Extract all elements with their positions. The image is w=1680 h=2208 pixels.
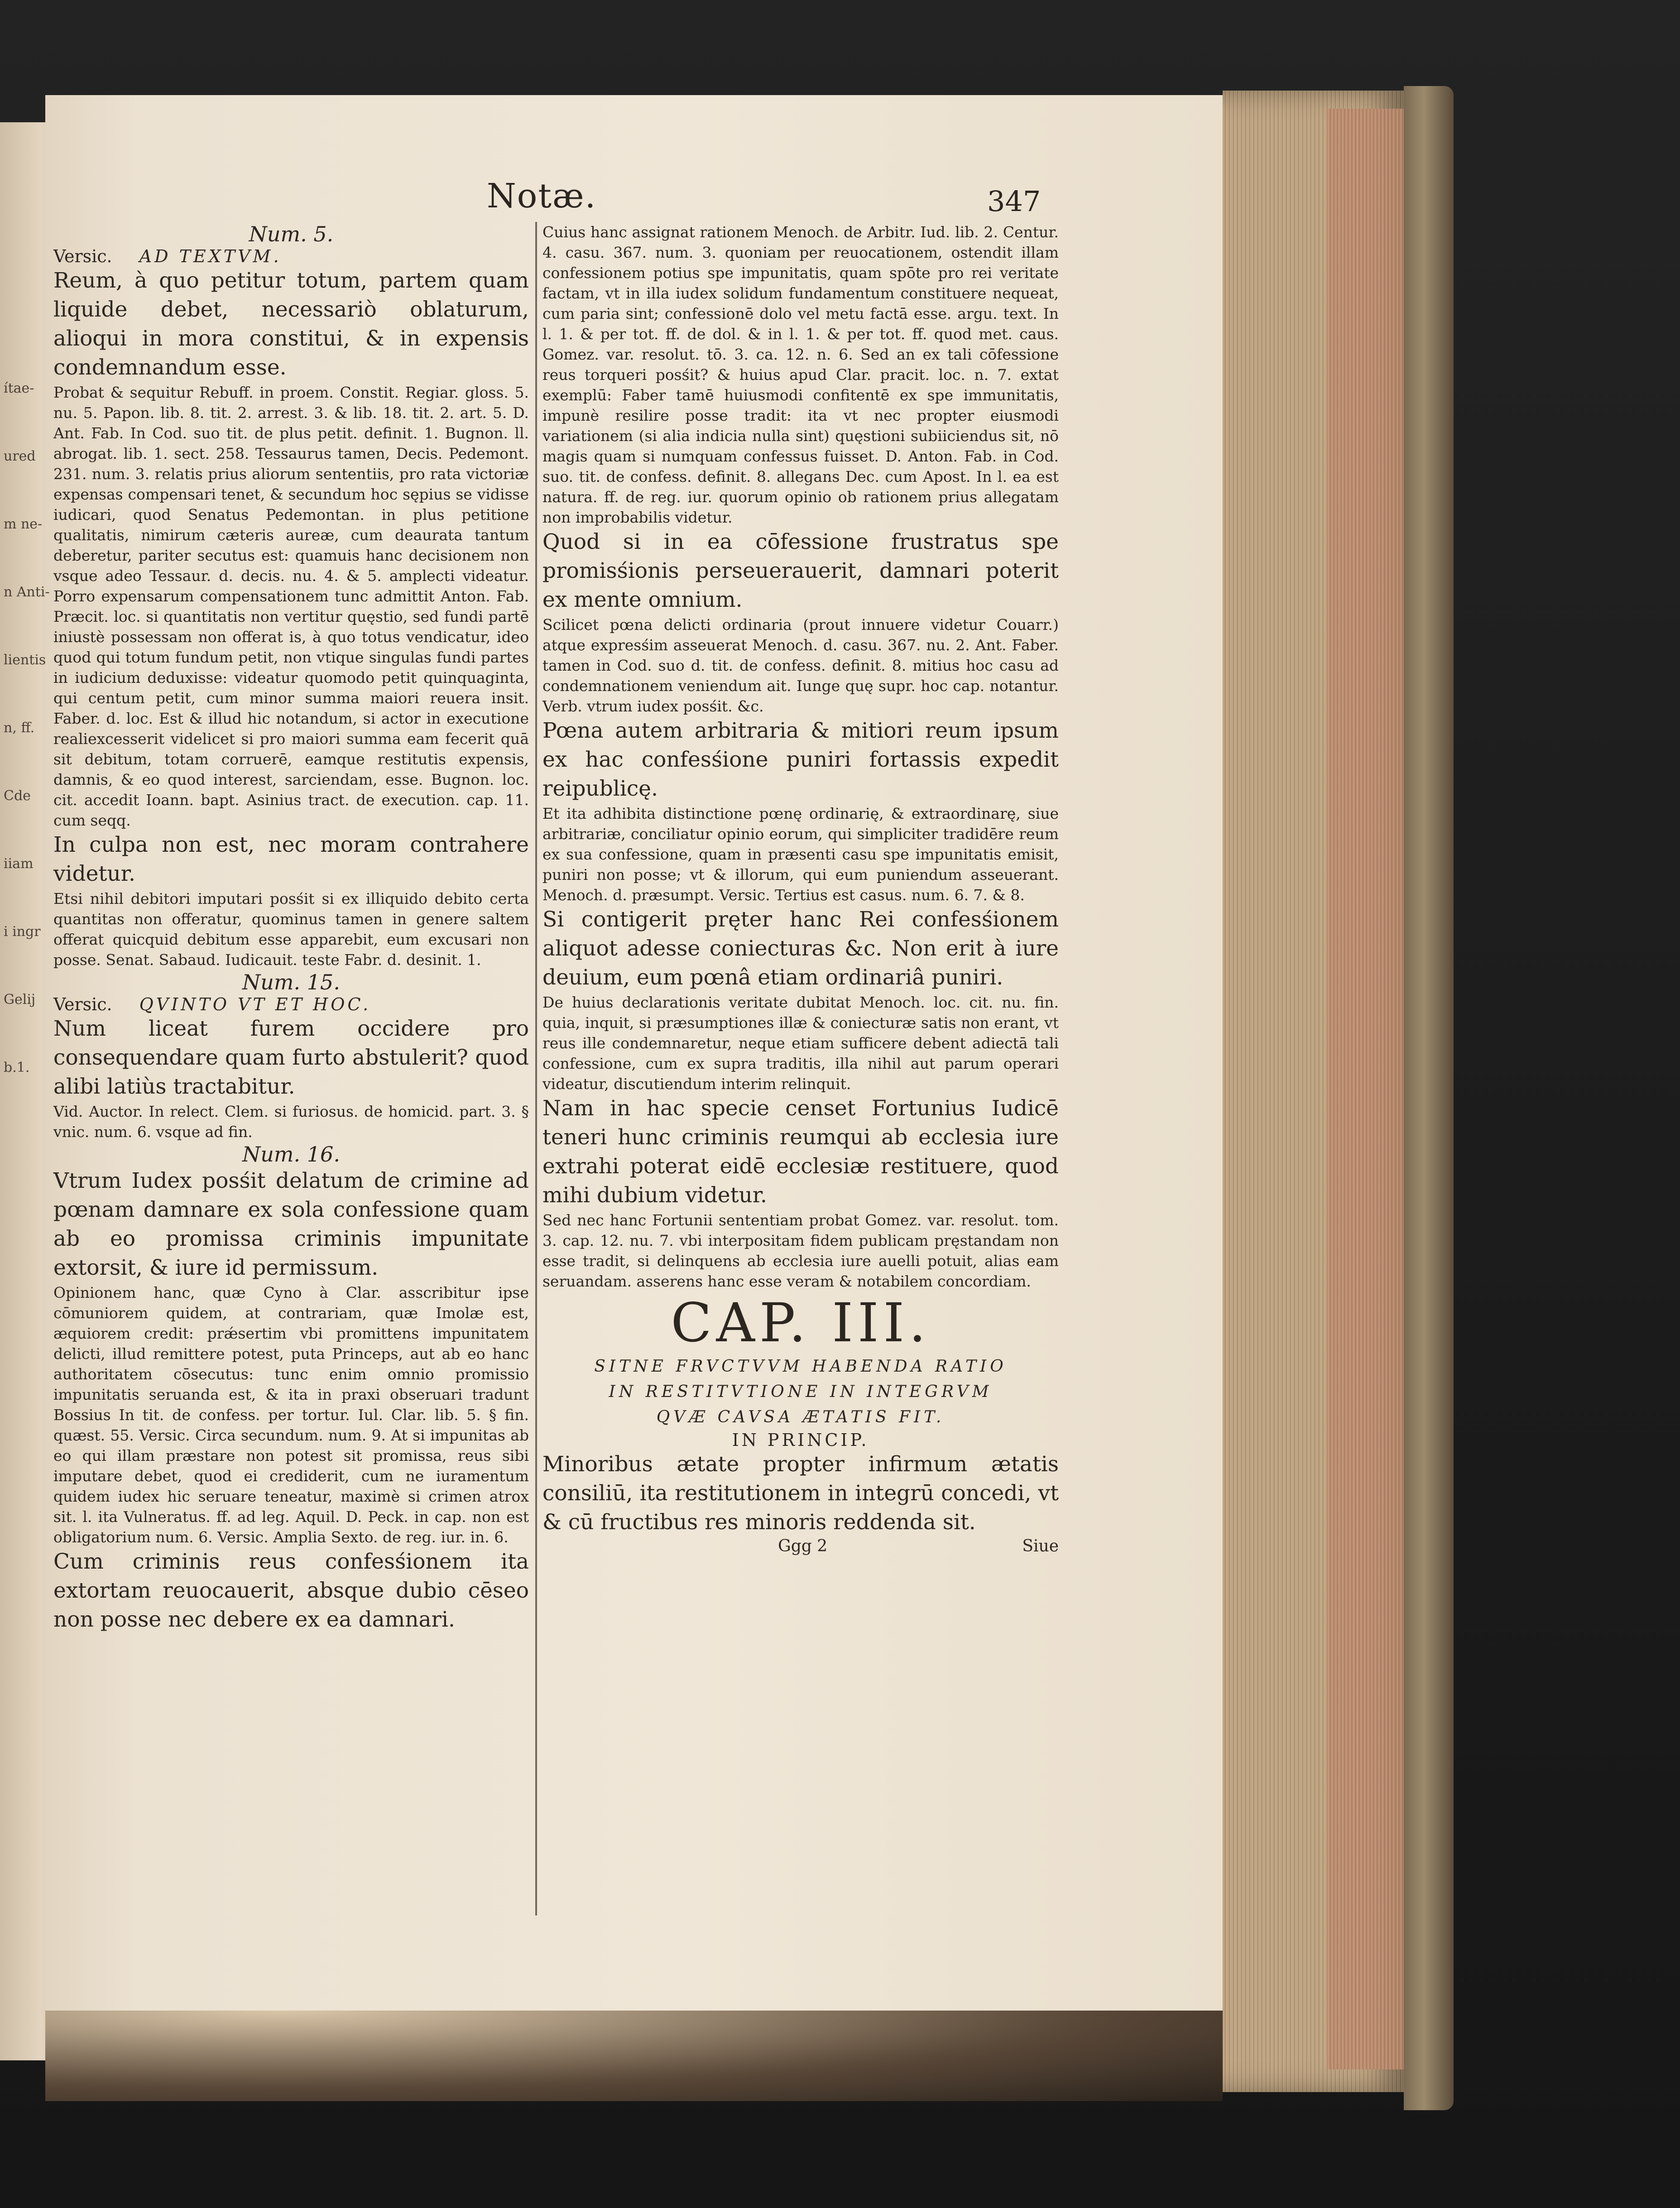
verso-fragment: ítae- [4,380,34,396]
versic-text: AD TEXTVM. [139,246,282,266]
commentary-text: Opinionem hanc, quæ Cyno à Clar. asscribitur ipse cōmuniorem quidem, at contrariam, quæ Imolæ est, æquiorem credit: prǽsertim vbi promittens impunitatem delicti, illud remittere potest, puta Princeps, aut ab eo hanc authoritatem cōsecutus: tunc enim omnio promissio impunitatis seruanda est, & ita in praxi obseruari tradunt Bossius In tit. de confess. per tortur. Iul. Clar. lib. 5. § fin. quæst. 55. Versic. Circa secundum. num. 9. At si impunitas ab eo qui illam præstare non potest sit promissa, reus sibi imputare debet, quod ei crediderit, cum ne iuramentum quidem iudex hic seruare teneatur, maximè si crimen atrox sit. l. ita Vulneratus. ff. ad leg. Aquil. D. Peck. in cap. non est obligatorium num. 6. Versic. Amplia Sexto. de reg. iur. in. 6. [53,1284,529,1546]
versic-line [53,994,529,1014]
verso-fragment: m ne- [4,516,43,532]
chapter-title: CAP. III. [671,1291,931,1354]
verso-fragment: lientis [4,652,46,668]
lemma-text: Quod si in ea cōfessione frustratus spe promisśionis perseuerauerit, damnari poterit ex mente omnium. [542,529,1059,612]
lemma-text: In culpa non est, nec moram contrahere videtur. [53,832,529,886]
chapter-subtitle [542,1354,1059,1430]
verso-fragment: n Anti- [4,584,50,600]
section-number: Num. 15. [242,970,340,994]
verso-fragment: ured [4,448,36,464]
left-column [53,222,529,1634]
versic-text: QVINTO VT ET HOC. [139,994,371,1014]
commentary-text: Sed nec hanc Fortunii sententiam probat Gomez. var. resolut. tom. 3. cap. 12. nu. 7. vbi interpositam fidem publicam pręstandam non esse tradit, si delinquens ab ecclesia iure auelli potuit, alias eam seruandam. asserens hanc esse veram & notabilem concordiam. [542,1211,1059,1290]
commentary-text: Cuius hanc assignat rationem Menoch. de Arbitr. Iud. lib. 2. Centur. 4. casu. 367. num. 3. quoniam per reuocationem, ostendit illam confessionem potius spe impunitatis, quam spōte pro rei veritate factam, vt in illa iudex solidum fundamentum constituere nequeat, cum paria sint; confessionē dolo vel metu factā esse. argu. text. In l. 1. & per tot. ff. de dol. & in l. 1. & per tot. ff. quod met. caus. Gomez. var. resolut. tō. 3. ca. 12. n. 6. Sed an ex tali cōfessione reus torqueri posśit? & huius apud Clar. pracit. loc. n. 7. extat exemplū: Faber tamē huiusmodi confitentē ex spe immunitatis, impunè resilire posse tradit: ita vt nec propter eiusmodi variationem (si alia indicia nulla sint) quęstioni subiiciendus sit, nō magis quam si numquam confessus fuisset. D. Anton. Fab. in Cod. suo. tit. de confess. definit. 8. allegans Dec. cum Apost. In l. ea est natura. ff. de reg. iur. quorum opinio ob rationem prius allegatam non improbabilis videtur. [542,223,1059,526]
lemma-text: Pœna autem arbitraria & mitiori reum ipsum ex hac confesśione puniri fortassis expedit reipublicę. [542,718,1059,801]
subtitle-line: SITNE FRVCTVVM HABENDA RATIO [594,1357,1007,1376]
verso-fragment: b.1. [4,1060,30,1075]
lemma-text: Nam in hac specie censet Fortunius Iudicē teneri hunc criminis reumqui ab ecclesia iure extrahi poterat eidē ecclesiæ restituere, quod mihi dubium videtur. [542,1096,1059,1208]
subtitle-line: QVÆ CAVSA ÆTATIS FIT. [656,1408,945,1426]
lemma-text: Num liceat furem occidere pro consequendare quam furto abstulerit? quod alibi latiùs tractabitur. [53,1016,529,1099]
right-column [542,222,1059,1564]
page-number: 347 [987,185,1041,218]
versic-label: Versic. [53,246,112,266]
versic-line [53,246,529,266]
commentary-text: Scilicet pœna delicti ordinaria (prout innuere videtur Couarr.) atque expresśim asseuerat Menoch. d. casu. 367. nu. 2. Ant. Faber. tamen in Cod. suo d. tit. de confess. definit. 8. mitius hoc casu ad condemnationem veniendum ait. Iunge quę supr. hoc cap. notantur. Verb. vtrum iudex posśit. &c. [542,616,1059,715]
lemma-text: Si contigerit pręter hanc Rei confesśionem aliquot adesse coniecturas &c. Non erit à iure deuium, eum pœnâ etiam ordinariâ puniri. [542,907,1059,990]
commentary-text: De huius declarationis veritate dubitat Menoch. loc. cit. nu. fin. quia, inquit, si præsumptiones illæ & coniecturæ satis non erant, vt reus ille condemnaretur, neque etiam sufficere debent adiectā tali confessione, cum ex supra traditis, illa nihil aut parum operari videatur, discutiendum interim relinquit. [542,994,1059,1093]
commentary-text: Etsi nihil debitori imputari posśit si ex illiquido debito certa quantitas non offeratur, quominus tamen in genere saltem offerat quicquid debitum esse apparebit, eum excusari non posse. Senat. Sabaud. Iudicauit. teste Fabr. d. desinit. 1. [53,890,529,969]
verso-fragment: n, ff. [4,720,35,736]
section-number: Num. 5. [249,222,334,246]
verso-fragment: Cde [4,788,31,804]
subtitle-line: IN RESTITVTIONE IN INTEGRVM [609,1382,993,1401]
column-rule [535,222,537,1915]
signature-mark: Ggg 2 [778,1537,828,1555]
catchword: Siue [1022,1537,1059,1555]
torn-page-bottom [45,2011,1223,2101]
verso-fragment: i ingr [4,924,41,940]
lemma-text: Vtrum Iudex posśit delatum de crimine ad pœnam damnare ex sola confessione quam ab eo promissa criminis impunitate extorsit, & iure id permissum. [53,1168,529,1280]
lemma-text: Minoribus ætate propter infirmum ætatis consiliū, ita restitutionem in integrū concedi, vt & cū fructibus res minoris reddenda sit. [542,1452,1059,1535]
commentary-text: Et ita adhibita distinctione pœnę ordinarię, & extraordinarę, siue arbitrariæ, conciliatur opinio eorum, qui simpliciter tradidēre reum ex sua confessione, quam in præsenti casu spe impunitatis emisit, puniri non posse; vt & illorum, qui eum puniendum asseuerant. Menoch. d. præsumpt. Versic. Tertius est casus. num. 6. 7. & 8. [542,805,1059,904]
lemma-text: Cum criminis reus confesśionem ita extortam reuocauerit, absque dubio cēseo non posse nec debere ex ea damnari. [53,1549,529,1632]
lemma-text: Reum, à quo petitur totum, partem quam liquide debet, necessariò oblaturum, alioqui in mora constitui, & in expensis condemnandum esse. [53,268,529,380]
verso-fragment: Gelij [4,992,36,1008]
versic-label: Versic. [53,994,112,1014]
verso-fragment: iiam [4,856,34,872]
commentary-text: Probat & sequitur Rebuff. in proem. Constit. Regiar. gloss. 5. nu. 5. Papon. lib. 8. tit. 2. arrest. 3. & lib. 18. tit. 2. art. 5. D. Ant. Fab. In Cod. suo tit. de plus petit. definit. 1. Bugnon. ll. abrogat. lib. 1. sect. 258. Tessaurus tamen, Decis. Pedemont. 231. num. 3. relatis prius aliorum sententiis, pro rata victoriæ expensas compensari tenet, & secundum hoc sępius se vidisse iudicari, quod Senatus Pedemontan. in plus petitione qualitatis, nimirum cæteris aureæ, cum deaurata tantum deberetur, pariter secutus est: quamuis hanc decisionem non vsque adeo Tessaur. d. decis. nu. 4. & 5. amplecti videatur. Porro expensarum compensationem tunc admittit Anton. Fab. Præcit. loc. si quantitatis non vertitur quęstio, sed fundi partē iniustè possessam non offerat is, à quo totus vendicatur, ideo quod qui totum fundum petit, non vtique singulas fundi partes in iudicium deduxisse: videatur quomodo petit quinquaginta, qui centum petit, cum minor summa maiori reuera insit. Faber. d. loc. Est & illud hic notandum, si actor in executione realiexcesserit videlicet si pro maiori summa eam fecerit quā sit debitum, totam corruerē, eamque restitutis expensis, damnis, & eo quod interest, sarciendam, esse. Bugnon. loc. cit. accedit Ioann. bapt. Asinius tract. de execution. cap. 11. cum seqq. [53,384,529,829]
page-footer [542,1537,1059,1564]
running-head: Notæ. [487,177,597,216]
book-cover-edge [1404,86,1454,2110]
section-number: Num. 16. [242,1142,340,1166]
commentary-text: Vid. Auctor. In relect. Clem. si furiosus. de homicid. part. 3. § vnic. num. 6. vsque ad fin. [53,1103,529,1141]
in-princip-heading: IN PRINCIP. [732,1430,869,1450]
red-stained-edge [1327,109,1404,2069]
